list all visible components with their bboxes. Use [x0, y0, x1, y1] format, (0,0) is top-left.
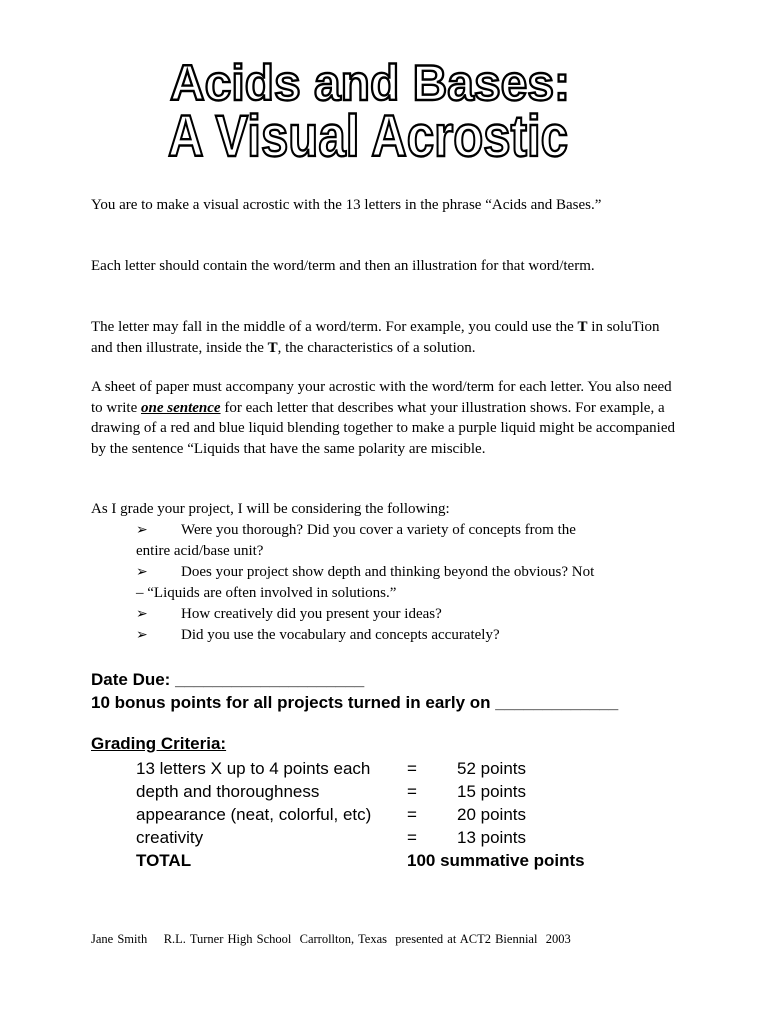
- criteria-item: appearance (neat, colorful, etc): [136, 805, 372, 824]
- list-item: [91, 520, 691, 562]
- criteria-item: 13 letters X up to 4 points each: [136, 759, 371, 778]
- criteria-points: 52 points: [457, 759, 526, 778]
- p4-text-b: for each letter that describes what your illustration shows. For example, a drawing of a red and blue liquid blending together to make a purple liquid might be accompanied by the sentence “Liquids that have the same polarity are miscible.: [91, 399, 675, 457]
- criteria-row: [136, 780, 656, 803]
- p4-emphasis: one sentence: [141, 399, 221, 416]
- grading-criteria-heading: Grading Criteria:: [91, 734, 227, 753]
- criteria-row: [136, 826, 656, 849]
- list-item: [91, 562, 691, 604]
- p4-text-a: A sheet of paper must accompany your acrostic with the word/term for each letter. You also need to write: [91, 379, 672, 416]
- p3-bold-t2: T: [267, 339, 278, 356]
- paragraph-intro: You are to make a visual acrostic with the 13 letters in the phrase “Acids and Bases.”: [91, 197, 602, 213]
- bullet-1-line-1: Were you thorough? Did you cover a variety of concepts from the: [181, 522, 576, 538]
- title-line-2: A Visual Acrostic: [168, 104, 568, 169]
- grading-considerations-list: [91, 520, 691, 646]
- arrow-bullet-icon: ➢: [136, 627, 148, 643]
- criteria-points: 20 points: [457, 805, 526, 824]
- criteria-points: 15 points: [457, 782, 526, 801]
- p3-text-a: The letter may fall in the middle of a word/term. For example, you could use the: [91, 319, 578, 335]
- bullet-3-line-1: How creatively did you present your ideas?: [181, 606, 442, 622]
- paragraph-letter-position: [91, 317, 681, 358]
- bullet-1-line-2: entire acid/base unit?: [136, 543, 264, 559]
- p3-text-b: in soluTion and then illustrate, inside the: [91, 319, 660, 356]
- paragraph-letter-contents: Each letter should contain the word/term and then an illustration for that word/term.: [91, 258, 595, 274]
- bullet-2-line-1: Does your project show depth and thinking beyond the obvious? Not: [181, 564, 595, 580]
- criteria-equals: =: [407, 782, 417, 801]
- date-due-line: Date Due: ____________________: [91, 670, 365, 689]
- arrow-bullet-icon: ➢: [136, 564, 148, 580]
- list-item: [91, 604, 691, 625]
- total-points: 100 summative points: [407, 851, 585, 870]
- bullet-4-line-1: Did you use the vocabulary and concepts accurately?: [181, 627, 500, 643]
- paragraph-sheet-requirement: [91, 377, 681, 459]
- due-section: [91, 668, 618, 714]
- criteria-equals: =: [407, 759, 417, 778]
- grading-criteria-table: [136, 757, 656, 872]
- criteria-row: [136, 803, 656, 826]
- arrow-bullet-icon: ➢: [136, 522, 148, 538]
- paragraph-grading-intro: As I grade your project, I will be considering the following:: [91, 501, 450, 517]
- arrow-bullet-icon: ➢: [136, 606, 148, 622]
- criteria-item: depth and thoroughness: [136, 782, 320, 801]
- bonus-points-line: 10 bonus points for all projects turned in early on _____________: [91, 693, 619, 712]
- criteria-equals: =: [407, 805, 417, 824]
- p3-text-c: , the characteristics of a solution.: [277, 339, 476, 356]
- total-label: TOTAL: [136, 851, 192, 870]
- criteria-total-row: [136, 849, 656, 872]
- criteria-item: creativity: [136, 828, 204, 847]
- title-line-1: Acids and Bases:: [170, 55, 570, 111]
- footer-credit: Jane Smith R.L. Turner High School Carrollton, Texas presented at ACT2 Biennial 2003: [91, 932, 571, 946]
- list-item: [91, 625, 691, 646]
- bullet-2-line-2: – “Liquids are often involved in solutions.”: [136, 585, 397, 601]
- p3-bold-t1: T: [577, 319, 588, 335]
- criteria-equals: =: [407, 828, 417, 847]
- criteria-points: 13 points: [457, 828, 526, 847]
- criteria-row: [136, 757, 656, 780]
- title-banner: [160, 52, 580, 169]
